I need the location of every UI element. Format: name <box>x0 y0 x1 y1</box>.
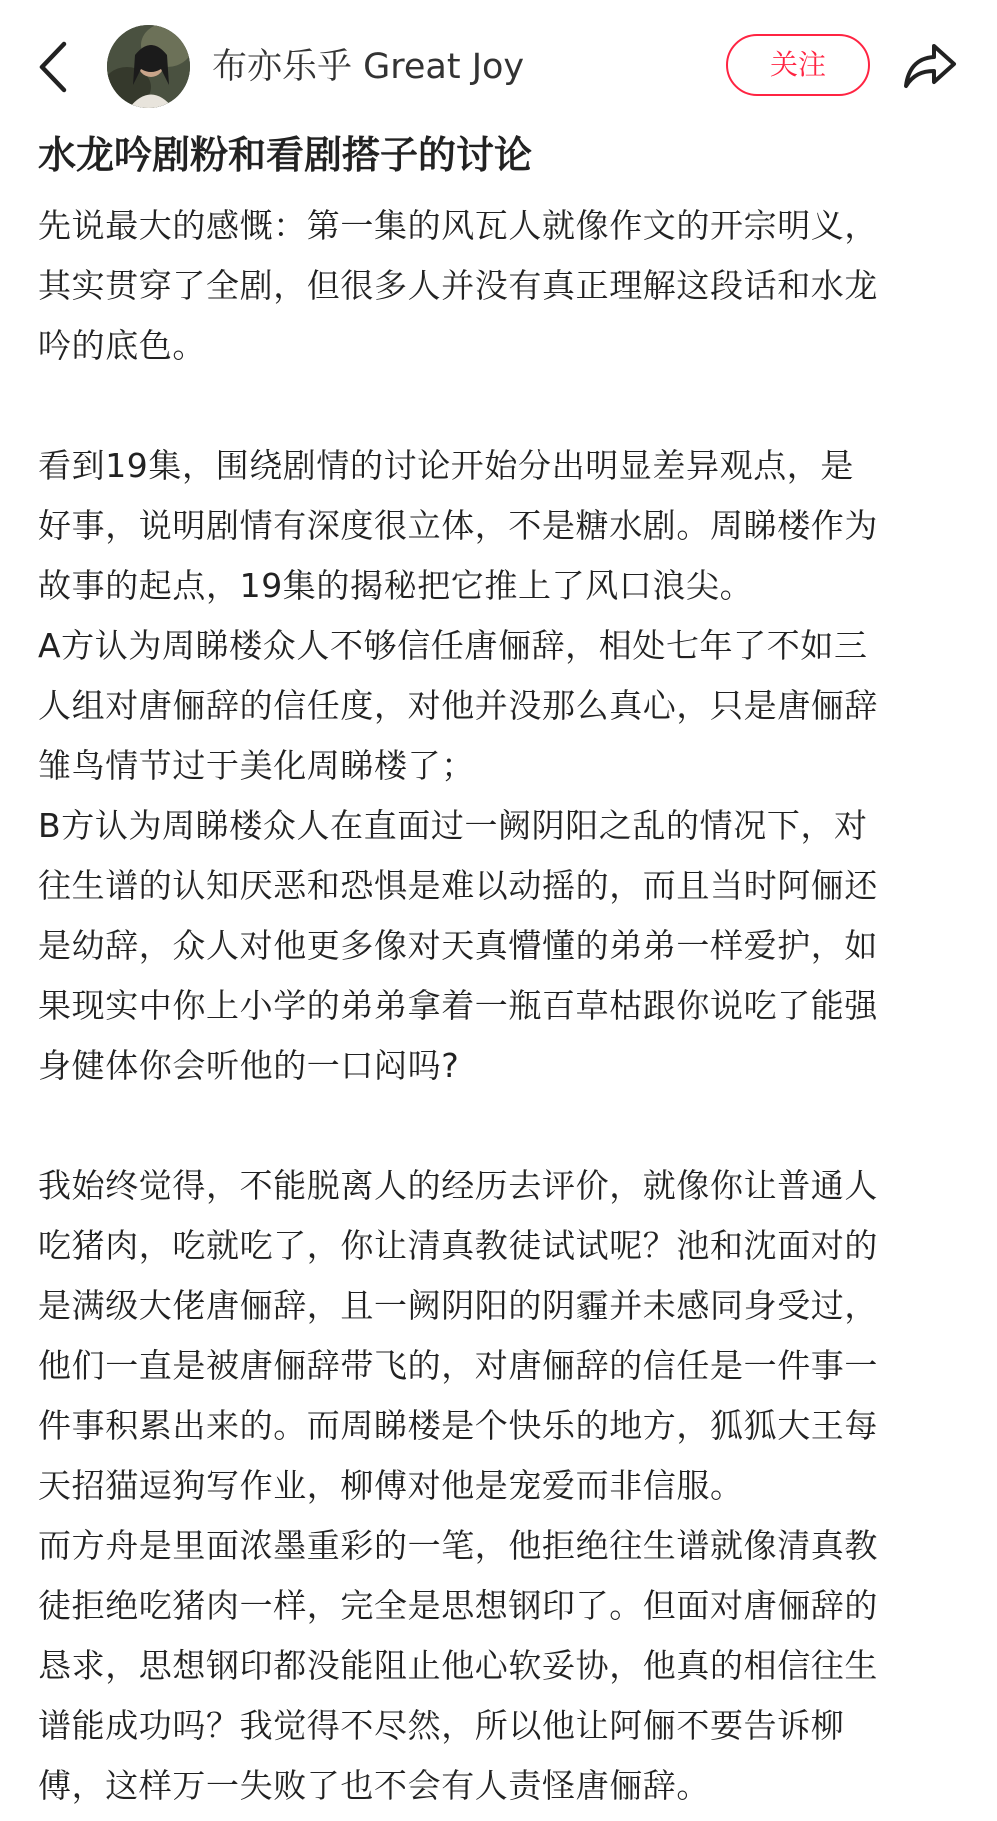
body-text-line: 吟的底色。 <box>38 326 206 365</box>
top-bar <box>0 0 997 136</box>
body-text-line: 而方舟是里面浓墨重彩的一笔，他拒绝往生谱就像清真教 <box>38 1526 878 1565</box>
body-text-line: 是幼辞，众人对他更多像对天真懵懂的弟弟一样爱护，如 <box>38 926 878 965</box>
body-text-line: 傅，这样万一失败了也不会有人责怪唐俪辞。 <box>38 1766 710 1805</box>
follow-button[interactable]: 关注 <box>726 34 870 96</box>
body-text-line: 天招猫逗狗写作业，柳傅对他是宠爱而非信服。 <box>38 1466 744 1505</box>
share-arrow-icon <box>902 40 958 92</box>
body-text-line: B方认为周睇楼众人在直面过一阙阴阳之乱的情况下，对 <box>38 806 868 845</box>
body-text-line: 雏鸟情节过于美化周睇楼了； <box>38 746 475 785</box>
paragraph-spacer <box>38 376 960 436</box>
body-text-line: 是满级大佬唐俪辞，且一阙阴阳的阴霾并未感同身受过， <box>38 1286 878 1325</box>
post-body <box>38 196 960 1816</box>
avatar-photo <box>107 25 190 108</box>
body-text-line: 身健体你会听他的一口闷吗? <box>38 1046 460 1085</box>
body-text-line: 他们一直是被唐俪辞带飞的，对唐俪辞的信任是一件事一 <box>38 1346 878 1385</box>
body-text-line: 往生谱的认知厌恶和恐惧是难以动摇的，而且当时阿俪还 <box>38 866 878 905</box>
body-text-line: A方认为周睇楼众人不够信任唐俪辞，相处七年了不如三 <box>38 626 868 665</box>
post-title: 水龙吟剧粉和看剧搭子的讨论 <box>38 133 533 177</box>
body-text-line: 我始终觉得，不能脱离人的经历去评价，就像你让普通人 <box>38 1166 878 1205</box>
body-text-line: 看到19集，围绕剧情的讨论开始分出明显差异观点，是 <box>38 446 854 485</box>
body-text-line: 吃猪肉，吃就吃了，你让清真教徒试试呢？池和沈面对的 <box>38 1226 878 1265</box>
body-text-line: 其实贯穿了全剧，但很多人并没有真正理解这段话和水龙 <box>38 266 878 305</box>
author-name[interactable]: 布亦乐乎 Great Joy <box>212 47 525 87</box>
body-text-line: 人组对唐俪辞的信任度，对他并没那么真心，只是唐俪辞 <box>38 686 878 725</box>
body-text-line: 果现实中你上小学的弟弟拿着一瓶百草枯跟你说吃了能强 <box>38 986 878 1025</box>
body-text-line: 谱能成功吗？我觉得不尽然，所以他让阿俪不要告诉柳 <box>38 1706 845 1745</box>
body-text-line: 件事积累出来的。而周睇楼是个快乐的地方，狐狐大王每 <box>38 1406 878 1445</box>
paragraph-spacer <box>38 1096 960 1156</box>
body-text-line: 好事，说明剧情有深度很立体，不是糖水剧。周睇楼作为 <box>38 506 878 545</box>
share-button[interactable] <box>902 40 958 92</box>
body-text-line: 故事的起点，19集的揭秘把它推上了风口浪尖。 <box>38 566 754 605</box>
chevron-left-icon <box>32 38 82 96</box>
back-button[interactable] <box>32 38 82 96</box>
body-text-line: 恳求，思想钢印都没能阻止他心软妥协，他真的相信往生 <box>38 1646 878 1685</box>
body-text-line: 徒拒绝吃猪肉一样，完全是思想钢印了。但面对唐俪辞的 <box>38 1586 878 1625</box>
body-text-line: 先说最大的感慨：第一集的风瓦人就像作文的开宗明义， <box>38 206 878 245</box>
avatar[interactable] <box>107 25 190 108</box>
